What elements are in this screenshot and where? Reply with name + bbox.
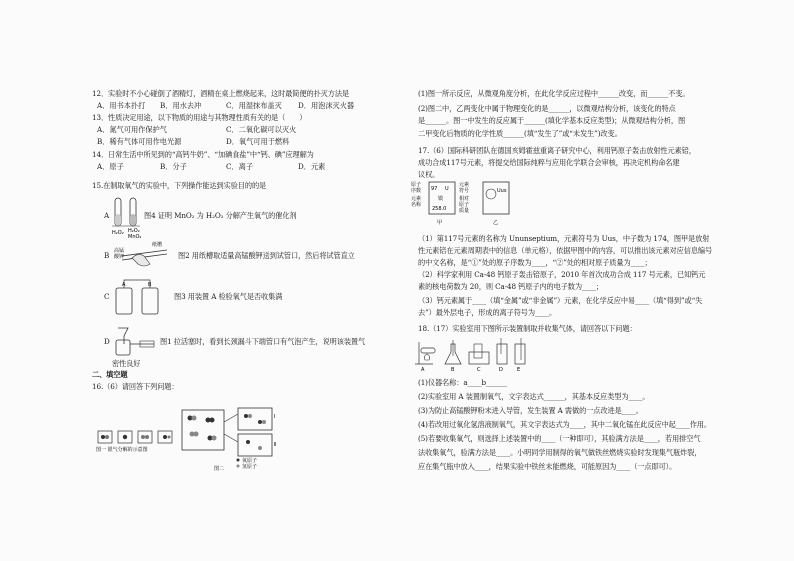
panel-label-2: Ⅱ: [274, 442, 277, 448]
legend-hydrogen: 氢原子: [242, 464, 258, 470]
mixture-diagram: [178, 408, 288, 472]
cell-name: 镆: [438, 196, 444, 202]
label-element: 元素: [411, 196, 422, 202]
section-fill-in-heading: 二、填空题: [92, 370, 128, 379]
q15-c-text: 图3 用装置 A 检验氧气是否收集满: [174, 292, 283, 301]
q17-part3-a: （3）钙元素属于____（填“金属”或“非金属”）元素，在化学反应中易____（填“得到”或“失: [418, 296, 703, 305]
q17-part1-a: （1）第117号元素的名称为 Ununseptium，元素符号为 Uus，中子数为 174，图甲是放射: [418, 234, 710, 243]
cell-number: 97: [431, 186, 438, 192]
q16-part1: (1)图一所示反应，从微观角度分析，在此化学反应过程中______改变，而______不变。: [418, 89, 690, 98]
element-cell-figure: [409, 180, 519, 226]
q15-c-letter: C: [104, 292, 110, 301]
q14-option-b: B．分子: [160, 162, 187, 171]
q17-part2-a: （2）科学家利用 Ca-48 钙原子轰击锫原子，2010 年首次成功合成 117 号元素，已知钙元: [418, 270, 706, 279]
q13-option-d: D．氧气可用于燃料: [226, 137, 290, 146]
q15-c-label-b: B: [148, 282, 152, 288]
q18-stem: 18.（17）实验室用下图所示装置制取并收集气体，请回答以下问题：: [418, 324, 637, 333]
q18-part3: (3)为防止高锰酸钾粉末进入导管，发生装置 A 需做的一点改进是____。: [418, 406, 643, 415]
cell-symbol: U: [445, 186, 449, 192]
q15-b-label-1: 高锰: [114, 248, 125, 254]
q17-stem-2: 成功合成117号元素，将提交给国际纯粹与应用化学联合会审核，再决定机构命名建: [418, 158, 680, 167]
q16-part2-a: (2)图二中，乙两变化中属于物理变化的是______，以微观结构分析，该变化的特点: [418, 104, 676, 113]
paper-trough-figure: [112, 240, 172, 270]
q18-part2: (2)实验室用 A 装置制氧气，文字表达式______，其基本反应类型为____。: [418, 392, 650, 401]
label-mass: 质量: [459, 208, 470, 214]
q15-d-text-cont: 密性良好: [112, 359, 141, 368]
q12-option-a: A．用书本扑打: [97, 101, 146, 110]
syringe-apparatus-figure: [112, 322, 157, 357]
q15-stem: 15.在制取氧气的实验中，下列操作能达到实验目的的是: [92, 181, 267, 190]
panel-label-1: Ⅰ: [274, 414, 276, 420]
q16-part2-c: 二甲变化后物质的化学性质______(填“发生了”或“未发生”)改变。: [418, 129, 622, 138]
q15-a-letter: A: [104, 211, 110, 220]
q16-stem: 16.（6）请回答下列问题：: [92, 382, 179, 391]
q13-option-a: A．氮气可用作保护气: [97, 125, 167, 134]
q15-a-label-3: MnO₂: [128, 234, 142, 240]
q15-a-text: 图4 证明 MnO₂ 为 H₂O₂ 分解产生氧气的催化剂: [144, 211, 297, 220]
apparatus-label-b: B: [451, 367, 455, 373]
q17-part1-c: 的中文名称，是“①”处的原子序数为____，“②”处的相对原子质量为____；: [418, 258, 652, 267]
q13-option-b: B．稀有气体可用作电光源: [97, 137, 182, 146]
lab-apparatus-figure: [411, 336, 551, 372]
q15-d-text: 图1 拉活塞时，看到长颈漏斗下端管口有气泡产生，说明该装置气: [160, 337, 366, 346]
q15-a-label-2: H₂O₂: [128, 228, 140, 234]
q18-part5-c: 应在集气瓶中放入____，结果实验中铁丝未能燃烧，可能原因为____（一点即可）。: [418, 462, 677, 471]
label-atom: 原子: [459, 202, 470, 208]
q17-stem-1: 17.（6）国际科研团队在德国亥姆霍兹重离子研究中心，利用钙原子轰击放射性元素锫，: [418, 146, 696, 155]
label-atomic: 原子: [411, 182, 422, 188]
fig2-caption: 图二: [214, 466, 225, 472]
fig-label-yi: 乙: [493, 220, 499, 226]
q12-option-d: D．用泡沫灭火器: [298, 101, 355, 110]
cell-mass: 258.0: [432, 206, 447, 212]
q15-b-label-3: 纸槽: [152, 242, 163, 248]
q13-option-c: C．二氧化碳可以灭火: [226, 125, 297, 134]
q13-stem: 13．性质决定用途，以下物质的用途与其物理性质有关的是（ ）: [92, 113, 307, 122]
apparatus-label-c: C: [477, 367, 481, 373]
fig1-caption: 图一 银气分解的示意图: [96, 447, 148, 453]
legend-oxygen: 氧原子: [242, 458, 258, 464]
label-symbol-r: 符号: [459, 188, 470, 194]
q16-part2-b: 是______。图一中发生的反应属于______(填化学基本反应类型)；从微观结构分析，图: [418, 116, 686, 125]
q17-part1-b: 性元素锫在元素周期表中的信息（单元格），依据甲图中的内容，可以推出该元素对应信息编号: [418, 246, 713, 255]
q14-stem: 14．日常生活中所见到的“高钙牛奶”、“加碘食盐”中“钙、碘”应理解为: [92, 150, 314, 159]
q18-part1: (1)仪器名称：a____b______: [418, 378, 507, 387]
q17-stem-3: 议权。: [418, 170, 440, 179]
q15-c-label-a: A: [122, 282, 126, 288]
right-column: [397, 0, 794, 561]
apparatus-label-e: E: [517, 367, 521, 373]
label-number: 序数: [411, 188, 422, 194]
q14-option-a: A．原子: [97, 162, 124, 171]
q12-stem: 12．实验时不小心碰倒了酒精灯，酒精在桌上燃烧起来，这时最简便的扑灭方法是: [92, 89, 350, 98]
q12-option-c: C．用湿抹布盖灭: [226, 101, 282, 110]
q12-option-b: B．用水去冲: [160, 101, 202, 110]
q15-b-text: 图2 用纸槽取适量高锰酸钾送到试管口，然后将试管直立: [178, 251, 355, 260]
q14-option-d: D．元素: [298, 162, 326, 171]
fig-label-jia: 甲: [437, 220, 443, 226]
q17-part2-b: 素的核电荷数为 20，则 Ca-48 钙原子内的电子数为____；: [418, 282, 603, 291]
label-relative: 相对: [459, 196, 470, 202]
q17-part3-b: 去”）最外层电子，形成的离子符号为____。: [418, 308, 557, 317]
gas-bottles-figure: [112, 278, 167, 316]
apparatus-label-a: A: [421, 367, 425, 373]
q15-d-letter: D: [104, 337, 110, 346]
apparatus-label-d: D: [499, 367, 503, 373]
q15-b-label-2: 酸钾: [114, 254, 125, 260]
test-tubes-figure: [112, 196, 142, 240]
label-element-r: 元素: [459, 182, 470, 188]
uus-symbol: Uus: [497, 188, 507, 194]
q18-part5-a: (5)若要收集氧气，则选择上述装置中的____（一种即可），其验满方法是____，若用排空气: [418, 434, 701, 443]
decomposition-diagram: [92, 395, 182, 453]
q18-part5-b: 法收集氧气，验满方法是____。小明同学用制得的氧气做铁丝燃烧实验时发现集气瓶炸裂，: [418, 448, 702, 457]
q14-option-c: C．离子: [226, 162, 254, 171]
q18-part4: (4)若改用过氧化氢溶液制氧气，其文字表达式为____，其中二氧化锰在此反应中起____作用。: [418, 420, 711, 429]
q15-a-label-1: H₂O₂: [112, 230, 124, 236]
q15-b-letter: B: [104, 251, 110, 260]
label-name: 名称: [411, 202, 422, 208]
